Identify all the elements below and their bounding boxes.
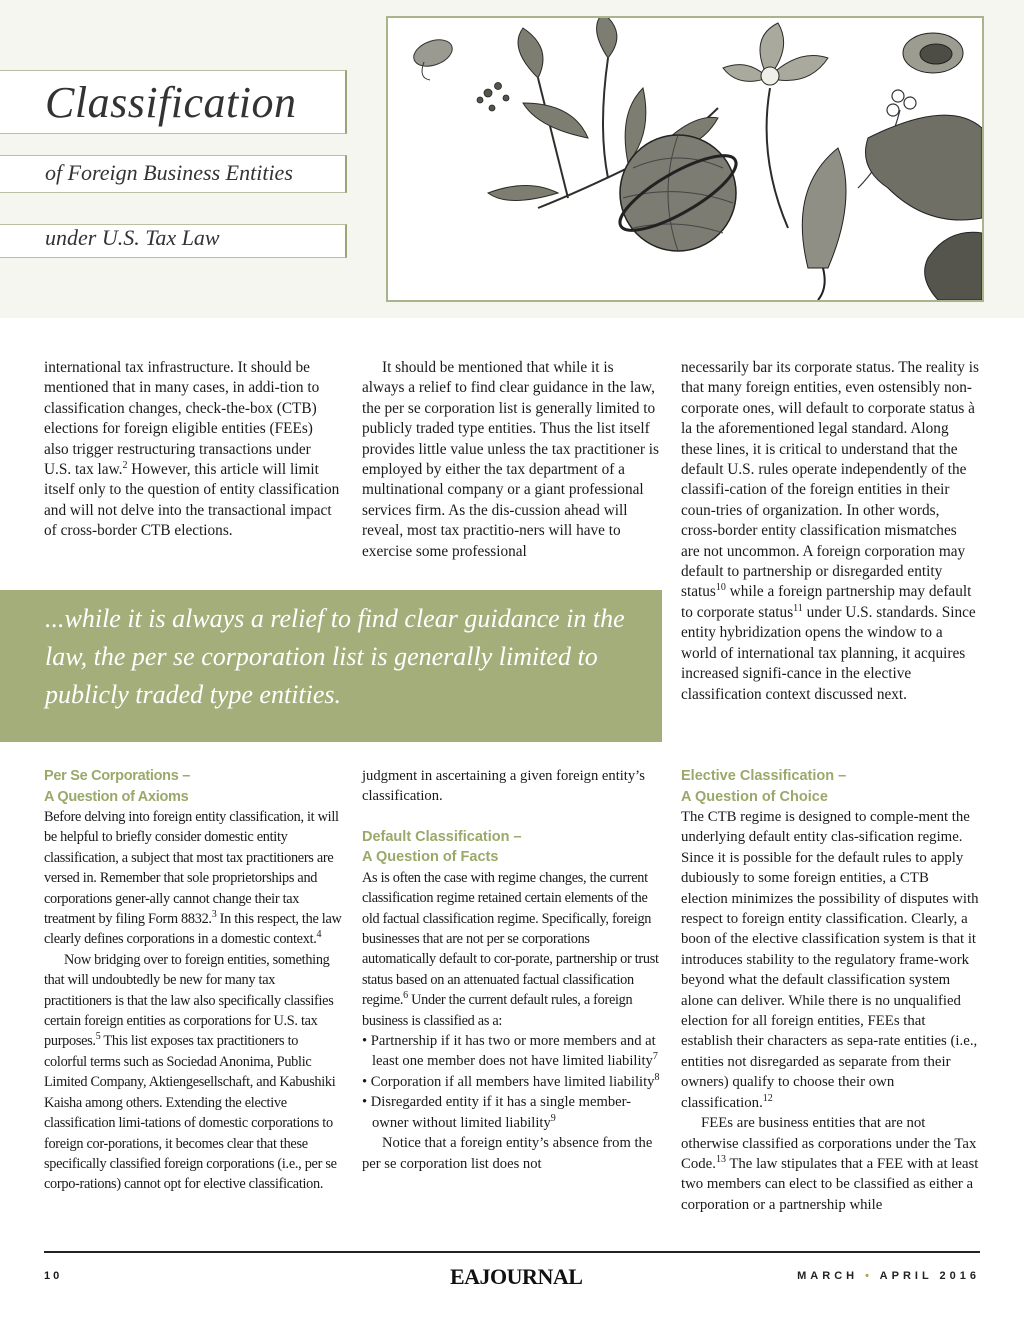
text: Now bridging over to foreign entities, something that will undoubtedly be new for many tax practitioners is that the law also specifically classifies certain foreign entities as corporations for U.S. tax purposes.: [44, 951, 334, 1050]
section-heading: A Question of Choice: [681, 788, 828, 805]
page-title: Classification: [45, 78, 297, 127]
footnote-ref: 6: [403, 990, 408, 1002]
paragraph: It should be mentioned that while it is always a relief to find clear guidance in the law, the per se corporation list is generally limited to publicly traded type entities. Thus the list itself provides little value unless the tax practitioner is employed by either the tax department of a multinational company or a giant professional services firm. As the dis-cussion ahead will reveal, most tax practitio-ners will have to exercise some professional: [362, 359, 659, 560]
paragraph: [681, 807, 979, 1113]
text: As is often the case with regime changes, the current classification regime retained certain elements of the old factual classification regime. Specifically, foreign businesses that are not per se corporations automatically default to cor-porate, partnership or trust status based on an attenuated factual classification regime.: [362, 869, 659, 1009]
paragraph: [44, 950, 342, 1195]
section-heading: A Question of Axioms: [44, 788, 189, 805]
pull-quote: [0, 590, 662, 742]
issue-month-year: APRIL 2016: [879, 1270, 980, 1282]
text: However, this article will limit itself only to the question of entity classification and will not delve into the transactional impact of cross-border CTB elections.: [44, 461, 340, 540]
issue-month: MARCH: [797, 1270, 859, 1282]
text: Before delving into foreign entity classification, it will be helpful to briefly consider domestic entity classification, a subject that most tax practitioners are versed in. Remember that sole proprietorships and corporations gener-ally cannot change their tax treatment by filing Form 8832.: [44, 809, 339, 928]
subtitle-box-2: [0, 224, 347, 258]
title-box: [0, 70, 347, 134]
paragraph: [44, 358, 340, 542]
text: • Partnership if it has two or more members and at least one member does not have limited liability: [362, 1033, 656, 1070]
page-subtitle: of Foreign Business Entities: [45, 160, 293, 185]
column-2-bottom: [362, 766, 660, 1174]
footnote-ref: 4: [316, 929, 322, 941]
paragraph: [44, 807, 342, 950]
bullet-list: [362, 1031, 660, 1133]
text: • Corporation if all members have limited liability: [362, 1073, 655, 1090]
list-item: [362, 1072, 660, 1092]
page-number: 10: [44, 1270, 63, 1282]
section-heading: Per Se Corporations –: [44, 768, 190, 784]
header-banner: [0, 0, 1024, 318]
section-heading: Elective Classification –: [681, 768, 847, 784]
list-item: [362, 1092, 660, 1133]
footer-rule: [44, 1251, 980, 1253]
paragraph: [681, 1113, 979, 1215]
section-heading: A Question of Facts: [362, 849, 499, 866]
footnote-ref: 2: [122, 459, 128, 471]
footnote-ref: 9: [550, 1112, 556, 1124]
footnote-ref: 3: [211, 909, 217, 921]
footnote-ref: 7: [652, 1051, 658, 1063]
botanical-illustration-svg: [388, 18, 982, 300]
page-subtitle-2: under U.S. Tax Law: [45, 225, 220, 250]
paragraph: Notice that a foreign entity’s absence from the per se corporation list does not: [362, 1135, 653, 1172]
subtitle-box: [0, 155, 347, 193]
footnote-ref: 12: [762, 1092, 773, 1104]
column-2-top: [362, 358, 659, 562]
text: • Disregarded entity if it has a single member-owner without limited liability: [362, 1094, 632, 1131]
text: under U.S. standards. Since entity hybridization opens the window to a world of international tax planning, it acquires increased signifi-cance in the elective classification context discussed next.: [681, 603, 976, 703]
paragraph: [362, 868, 660, 1031]
date-separator: •: [865, 1270, 874, 1282]
footnote-ref: 5: [95, 1031, 101, 1043]
text: Under the current default rules, a foreign business is classified as a:: [362, 992, 633, 1029]
footnote-ref: 13: [715, 1153, 726, 1165]
footnote-ref: 10: [715, 582, 726, 594]
column-3-bottom: [681, 766, 979, 1215]
text: This list exposes tax practitioners to colorful terms such as Sociedad Anonima, Public Limited Company, Aktiengesellschaft, and Kabushiki Kaisha among others. Extending the elective classification limi-tations of domestic corporations to foreign cor-porations, it becomes clear that these specifically classified foreign corporations (i.e., per se corpo-rations) cannot opt for elective classification.: [44, 1033, 337, 1193]
paragraph: judgment in ascertaining a given foreign entity’s classification.: [362, 768, 645, 805]
botanical-illustration: [386, 16, 984, 302]
list-item: [362, 1031, 660, 1072]
section-heading: Default Classification –: [362, 828, 522, 845]
column-1-bottom: [44, 766, 342, 1195]
text: The CTB regime is designed to comple-ment the underlying default entity clas-sification regime. Since it is possible for the default rules to apply dubiously to some foreign entities, a CTB election minimizes the possibility of disputes with respect to foreign entity classification. Clearly, a boon of the elective classification system is that it introduces stability to the regulatory frame-work beyond what the default classification system alone can deliver. While there is no unqualified election for all foreign entities, FEEs that establish their characters as sepa-rate entities (i.e., entities not disregarded as separate from their owners) qualify to choose their own classification.: [681, 809, 979, 1111]
text: In this respect, the law clearly defines corporations in a domestic context.: [44, 911, 342, 948]
footnote-ref: 8: [654, 1072, 660, 1084]
spacer: [362, 807, 660, 827]
pull-quote-text: ...while it is always a relief to find clear guidance in the law, the per se corporation list is generally limited to publicly traded type entities.: [45, 604, 625, 709]
text: necessarily bar its corporate status. The reality is that many foreign entities, even ostensibly non-corporate ones, will default to corporate status à la the aforementioned legal standard. Along these lines, it is critical to understand that the default U.S. rules operate independently of the classifi-cation of the foreign entities in their coun-tries of organization. In other words, cross-border entity classification mismatches are not uncommon. A foreign corporation may default to partnership or disregarded entity status: [681, 359, 979, 601]
journal-logo: EAJOURNAL: [450, 1264, 583, 1289]
text: The law stipulates that a FEE with at least two members can elect to be classified as either a corporation or a partnership while: [681, 1155, 979, 1213]
column-3-top: [681, 358, 979, 705]
column-1-top: [44, 358, 340, 542]
footnote-ref: 11: [793, 602, 803, 614]
text: FEEs are business entities that are not otherwise classified as corporations under the Tax Code.: [681, 1115, 977, 1172]
issue-date: [797, 1270, 980, 1282]
text: while a foreign partnership may default to corporate status: [681, 583, 972, 621]
paragraph: [681, 358, 979, 705]
text: international tax infrastructure. It should be mentioned that in many cases, in addi-tion to classification changes, check-the-box (CTB) elections for foreign eligible entities (FEEs) also trigger restructuring transactions under U.S. tax law.: [44, 359, 320, 479]
